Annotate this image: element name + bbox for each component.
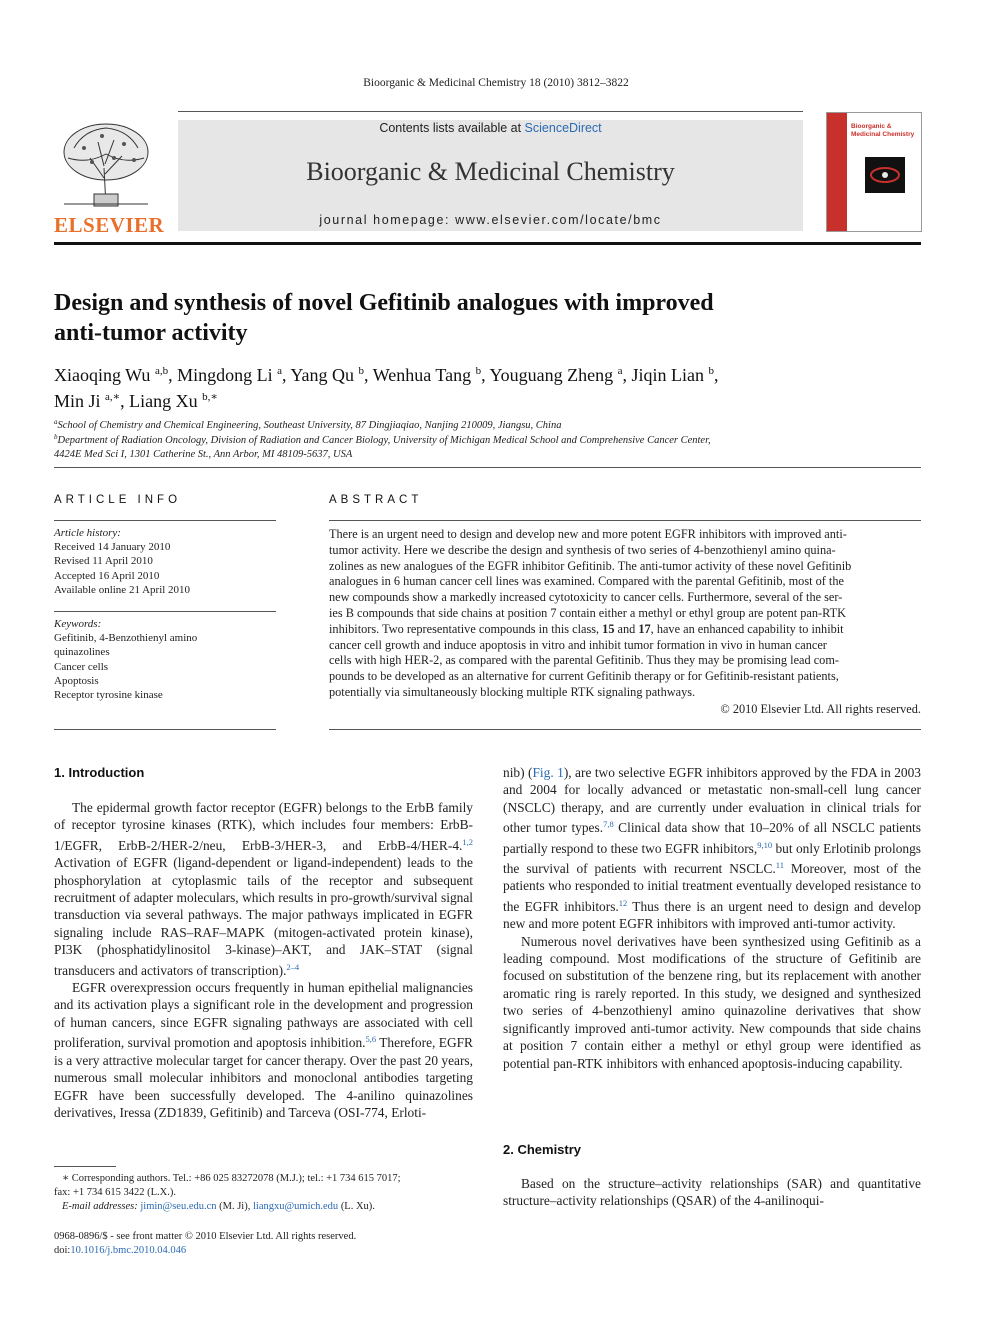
article-title [54, 288, 874, 348]
email-owner: (M. Ji), [216, 1201, 253, 1212]
abstract-line: zolines as new analogues of the EGFR inhibitor Gefitinib. The anti-tumor activity of these novel Gefitinib [329, 558, 852, 573]
reference-link[interactable]: 2–4 [286, 961, 300, 972]
author-name[interactable]: Wenhua Tang [372, 365, 472, 385]
intro-p3-text-b: ), are two selective EGFR inhibitors approved by the FDA in 2003 and 2004 for locally advanced or metastatic non-small-cell lung cancer (NSCLC) therapy, and are currently under evaluation in clinical trials for other tumor types. [503, 765, 921, 836]
author-name[interactable]: Mingdong Li [177, 365, 273, 385]
journal-homepage[interactable]: journal homepage: www.elsevier.com/locate/bmc [319, 213, 662, 227]
molecule-icon [865, 157, 905, 193]
history-received: Received 14 January 2010 [54, 541, 171, 554]
abstract-line: cancer cell growth and induce apoptosis in vitro and inhibit tumor formation in vivo in human cancer [329, 637, 827, 652]
author-name[interactable]: Liang Xu [129, 391, 198, 411]
keywords-rule [54, 611, 276, 612]
author-sep: , [364, 365, 373, 385]
title-line-2: anti-tumor activity [54, 320, 248, 346]
author-affil: a [277, 365, 282, 377]
reference-link[interactable]: 12 [618, 897, 628, 908]
doi-label: doi: [54, 1245, 71, 1256]
author-affil: a,∗ [105, 391, 121, 403]
keywords-label: Keywords: [54, 618, 102, 630]
affiliation-a-text: School of Chemistry and Chemical Engineering, Southeast University, 87 Dingjiaqiao, Nanjing 210009, Jiangsu, China [57, 420, 562, 431]
abstract-line: new compounds show a markedly increased cytotoxicity to cancer cells. Furthermore, several of the ser- [329, 590, 843, 605]
email-label: E-mail addresses: [62, 1201, 141, 1212]
article-info-bottom-rule [54, 729, 276, 730]
title-line-1: Design and synthesis of novel Gefitinib analogues with improved [54, 290, 714, 316]
keyword-item: Receptor tyrosine kinase [54, 689, 163, 702]
cover-image [865, 157, 905, 193]
affil-mark-a: a [54, 418, 58, 426]
article-info-rule [54, 520, 276, 521]
intro-paragraph-4: Numerous novel derivatives have been synthesized using Gefitinib as a leading compound. Most modifications of the structure of Gefitinib are focused on substitution of the benzene ring, but its replacement with another aromatic ring is rarely reported. In this study, we designed and synthesized two series of 4-benzothienyl amino quinazoline derivatives that show significantly improved anti-tumor activity. New compounds that side chains at position 7 contain either a methyl or ethyl group were identified as potential pan-RTK inhibitors with enhanced apoptosis-inducing capability. [503, 933, 921, 1071]
doi-line [54, 1244, 474, 1258]
chemistry-text [503, 1175, 921, 1210]
author-affil: b [708, 365, 715, 377]
author-affil: b,∗ [202, 391, 218, 403]
cover-spine [827, 113, 847, 231]
author-line-1 [54, 360, 914, 386]
author-sep: , [281, 365, 291, 385]
intro-p3-text-f: Thus there is an urgent need to design and develop new and more potent EGFR inhibitors with improved anti-tumor activity. [503, 898, 921, 932]
intro-p2-text: EGFR overexpression occurs frequently in human epithelial malignancies and its activation plays a significant role in the development and progression of human cancers, since EGFR signaling pathways are associated with cell proliferation, survival promotion and apoptosis inhibition. [54, 980, 473, 1051]
footnote-tel: ∗ Corresponding authors. Tel.: +86 025 83272078 (M.J.); tel.: +1 734 615 7017; [62, 1173, 401, 1184]
intro-p3-text-d: but only Erlotinib prolongs the survival of patients with recurrent NSCLC. [503, 840, 921, 877]
chemistry-heading: 2. Chemistry [503, 1142, 582, 1157]
intro-p3-text-c: Clinical data show that 10–20% of all NSCLC patients partially respond to these two EGFR inhibitors, [503, 820, 921, 856]
abstract-line: pounds to be developed as an alternative for current Gefitinib therapy or for Gefitinib-resistant patients, [329, 669, 839, 684]
author-name[interactable]: Yang Qu [290, 365, 355, 385]
author-line-2 [54, 386, 914, 412]
right-column-text [503, 764, 921, 1072]
author-sep: , [120, 391, 130, 411]
intro-p2-text-b: Therefore, EGFR is a very attractive molecular target for cancer therapy. Over the past 20 years, numerous small molecular inhibitors and monoclonal antibodies targeting EGFR have been successfully developed. The 4-anilino quinazolines derivatives, Iressa (ZD1839, Gefitinib) and Tarceva (OSI-774, Erloti- [54, 1035, 473, 1120]
email-link-xu[interactable]: liangxu@umich.edu [252, 1201, 339, 1212]
affiliation-b-line2: 4424E Med Sci I, 1301 Catherine St., Ann Arbor, MI 48109-5637, USA [54, 449, 353, 460]
abstract-line: potentially via simultaneously blocking multiple RTK signaling pathways. [329, 684, 696, 699]
affiliation-rule [54, 467, 921, 468]
elsevier-tree-icon [54, 118, 158, 210]
sciencedirect-link[interactable]: ScienceDirect [524, 121, 602, 135]
footnote-emails [54, 1200, 474, 1214]
keyword-item: Gefitinib, 4-Benzothienyl amino [54, 632, 198, 645]
affil-mark-b: b [54, 433, 58, 441]
email-owner: (L. Xu). [338, 1201, 375, 1212]
elsevier-logo[interactable] [54, 118, 165, 237]
author-name[interactable]: Jiqin Lian [631, 365, 705, 385]
author-sep: , [168, 365, 178, 385]
author-list [54, 360, 914, 412]
reference-link[interactable]: 1,2 [462, 836, 473, 847]
author-sep: , [622, 365, 632, 385]
history-online: Available online 21 April 2010 [54, 583, 191, 596]
affiliation-b-line1: Department of Radiation Oncology, Division of Radiation and Cancer Biology, University of Michigan Medical School and Comprehensive Cancer Center, [57, 435, 711, 446]
keyword-item: Cancer cells [54, 660, 109, 673]
history-accepted: Accepted 16 April 2010 [54, 569, 160, 582]
abstract-line: tumor activity. Here we describe the design and synthesis of two series of 4-benzothienyl amino quina- [329, 542, 836, 557]
intro-p1-text: The epidermal growth factor receptor (EGFR) belongs to the ErbB family of receptor tyrosine kinases (RTK), which includes four members: ErbB-1/EGFR, ErbB-2/HER-2/neu, ErbB-3/HER-3, and ErbB-4/HER-4. [54, 800, 473, 853]
author-sep: , [714, 365, 719, 385]
intro-p1-text-b: Activation of EGFR (ligand-dependent or ligand-independent) leads to the phosphorylation at cytoplasmic tails of the receptor and subsequent recruitment of adapter moleculars, which results in pro-growth/survival signal transduction via several pathways. The major pathways implicated in EGFR signaling include RAS–RAF–MAPK (mitogen-activated protein kinase), PI3K (phosphatidylinositol 3-kinase)–AKT, and JAK–STAT (signal transducers and activators of transcription). [54, 855, 473, 978]
article-info-heading: ARTICLE INFO [54, 494, 182, 506]
affiliation-b [54, 430, 914, 462]
intro-paragraph-2 [54, 979, 473, 1121]
author-affil: b [475, 365, 482, 377]
chemistry-paragraph-1: Based on the structure–activity relationships (SAR) and quantitative structure–activity relationships (QSAR) of the 4-anilinoqui- [503, 1176, 921, 1209]
author-name[interactable]: Youguang Zheng [489, 365, 614, 385]
journal-citation: Bioorganic & Medicinal Chemistry 18 (2010) 3812–3822 [363, 77, 629, 89]
keyword-item: Apoptosis [54, 674, 99, 687]
intro-p3-text-e: Moreover, most of the patients who responded to initial treatment eventually developed resistance to the EGFR inhibitors. [503, 861, 921, 914]
author-affil: a [617, 365, 623, 377]
header-bottom-rule [54, 242, 921, 245]
history-revised: Revised 11 April 2010 [54, 555, 153, 568]
author-name[interactable]: Min Ji [54, 391, 101, 411]
intro-paragraph-3 [503, 764, 921, 933]
reference-link[interactable]: 9,10 [757, 839, 773, 850]
header-top-rule [178, 111, 803, 112]
reference-link[interactable]: 5,6 [365, 1034, 377, 1045]
cover-title: Bioorganic & Medicinal Chemistry [851, 123, 915, 138]
history-label: Article history: [54, 527, 121, 539]
email-link-ji[interactable]: jimin@seu.edu.cn [140, 1201, 217, 1212]
journal-cover-thumbnail[interactable] [826, 112, 922, 232]
abstract-line: There is an urgent need to design and develop new and more potent EGFR inhibitors with improved anti- [329, 527, 847, 541]
author-name[interactable]: Xiaoqing Wu [54, 365, 151, 385]
abstract-line: cells with high HER-2, as compared with the parental Gefitinib. Thus they may be promising lead com- [329, 653, 839, 668]
elsevier-wordmark: ELSEVIER [54, 213, 165, 237]
contents-prefix: Contents lists available at [379, 121, 525, 135]
author-affil: a,b [154, 365, 169, 377]
doi-link[interactable]: 10.1016/j.bmc.2010.04.046 [70, 1245, 187, 1256]
figure-link[interactable]: Fig. 1 [532, 765, 564, 780]
abstract-bottom-rule [329, 729, 921, 730]
author-sep: , [481, 365, 490, 385]
author-affil: b [358, 365, 365, 377]
issn-line: 0968-0896/$ - see front matter © 2010 Elsevier Ltd. All rights reserved. [54, 1231, 357, 1242]
contents-line [178, 121, 803, 135]
footnote-fax: fax: +1 734 615 3422 (L.X.). [54, 1187, 176, 1198]
abstract-text [329, 527, 921, 701]
intro-p3-text: nib) ( [503, 765, 533, 780]
front-matter-footer [54, 1230, 474, 1258]
abstract-line: ies B compounds that side chains at position 7 contain either a methyl or ethyl group are potent pan-RTK [329, 605, 846, 620]
keywords-block [54, 617, 276, 702]
corresponding-author-note [54, 1172, 474, 1214]
keyword-item: quinazolines [54, 646, 110, 659]
abstract-heading: ABSTRACT [329, 494, 423, 506]
article-history [54, 526, 276, 597]
abstract-line: analogues in 6 human cancer cell lines was examined. Compared with the parental Gefitinib, most of the [329, 574, 844, 589]
reference-link[interactable]: 7,8 [603, 819, 614, 830]
journal-name: Bioorganic & Medicinal Chemistry [306, 157, 675, 186]
left-column-text [54, 799, 473, 1121]
introduction-heading: 1. Introduction [54, 765, 145, 780]
abstract-rule [329, 520, 921, 521]
reference-link[interactable]: 11 [775, 860, 784, 871]
abstract-copyright: © 2010 Elsevier Ltd. All rights reserved. [720, 702, 921, 716]
intro-paragraph-1 [54, 799, 473, 979]
footnote-rule [54, 1166, 116, 1167]
abstract-line: inhibitors. Two representative compounds in this class, 15 and 17, have an enhanced capability to inhibit [329, 621, 844, 636]
